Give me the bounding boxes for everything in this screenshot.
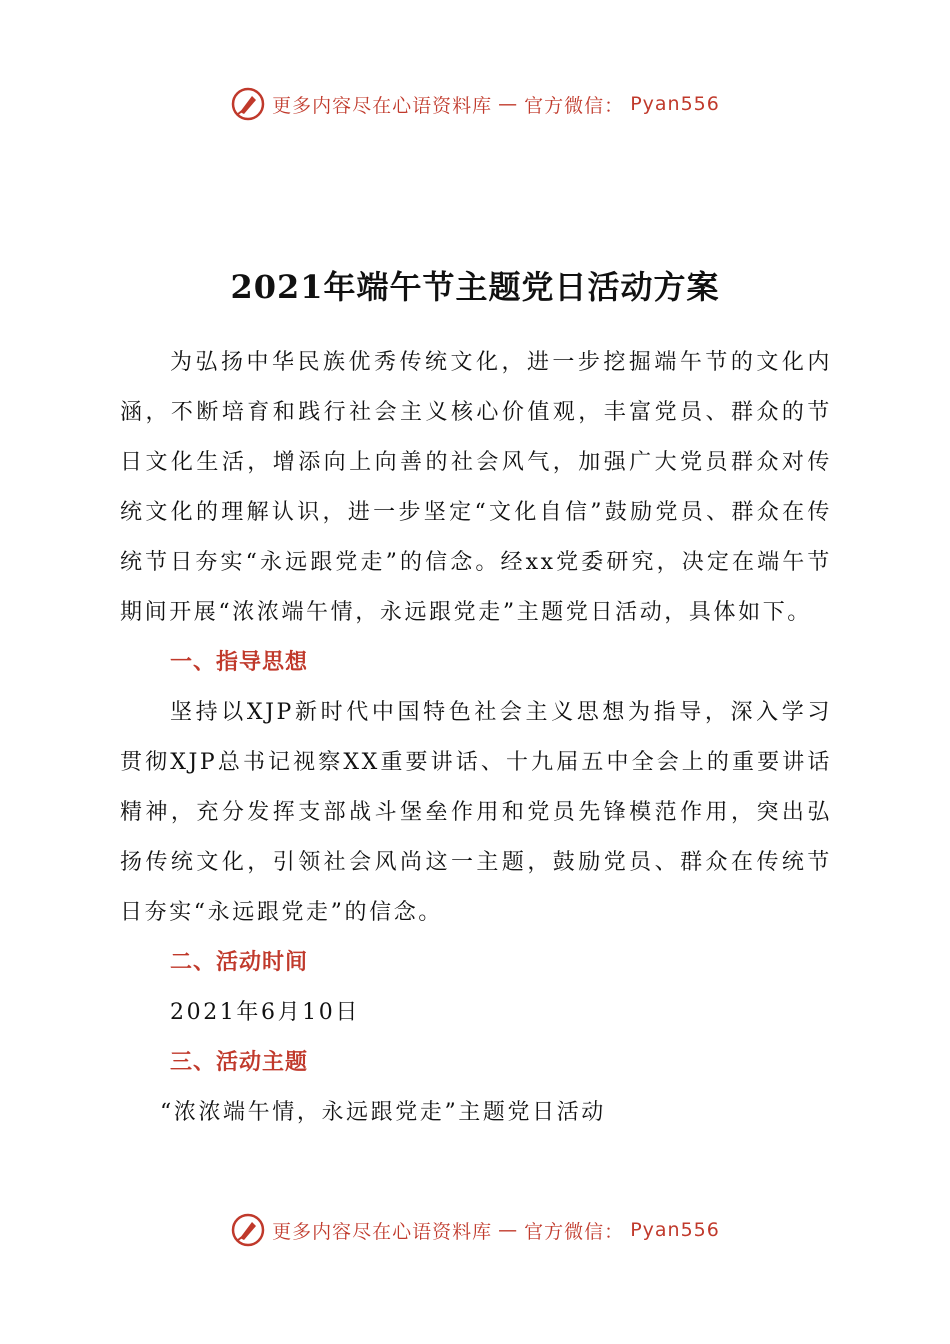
watermark-wechat-label: 官方微信： (524, 94, 625, 117)
watermark-text: 更多内容尽在心语资料库 (272, 1220, 493, 1243)
section-heading-activity-time: 二、活动时间 (170, 950, 309, 975)
watermark-wechat-id: Pyan556 (630, 1219, 720, 1241)
document-title: 2021年端午节主题党日活动方案 (230, 268, 720, 306)
intro-paragraph: 为弘扬中华民族优秀传统文化，进一步挖掘端午节的文化内涵，不断培育和践行社会主义核心价值观，丰富党员、群众的节日文化生活，增添向上向善的社会风气，加强广大党员群众对传统文化的理解认识，进一步坚定“文化自信”鼓励党员、群众在传统节日夯实“永远跟党走”的信念。经xx党委研究，决定在端午节期间开展“浓浓端午情，永远跟党走”主题党日活动，具体如下。 (120, 350, 832, 625)
document-body (120, 338, 832, 1138)
watermark-wechat-id: Pyan556 (630, 93, 720, 115)
section-body-activity-time: 2021年6月10日 (170, 1000, 360, 1025)
watermark-text: 更多内容尽在心语资料库 (272, 94, 493, 117)
section-heading-activity-theme: 三、活动主题 (170, 1050, 309, 1075)
pen-nib-logo-icon (230, 1212, 266, 1248)
section-body-guiding-ideology: 坚持以XJP新时代中国特色社会主义思想为指导，深入学习贯彻XJP总书记视察XX重要讲话、十九届五中全会上的重要讲话精神，充分发挥支部战斗堡垒作用和党员先锋模范作用，突出弘扬传统文化，引领社会风尚这一主题，鼓励党员、群众在传统节日夯实“永远跟党走”的信念。 (120, 700, 832, 925)
section-body-activity-theme: “浓浓端午情，永远跟党走”主题党日活动 (160, 1100, 606, 1125)
watermark-separator: — (498, 93, 519, 115)
watermark-separator: — (498, 1219, 519, 1241)
pen-nib-logo-icon (230, 86, 266, 122)
watermark-wechat-label: 官方微信： (524, 1220, 625, 1243)
watermark-footer (0, 1212, 950, 1248)
section-heading-guiding-ideology: 一、指导思想 (170, 650, 309, 675)
watermark-header (0, 86, 950, 122)
